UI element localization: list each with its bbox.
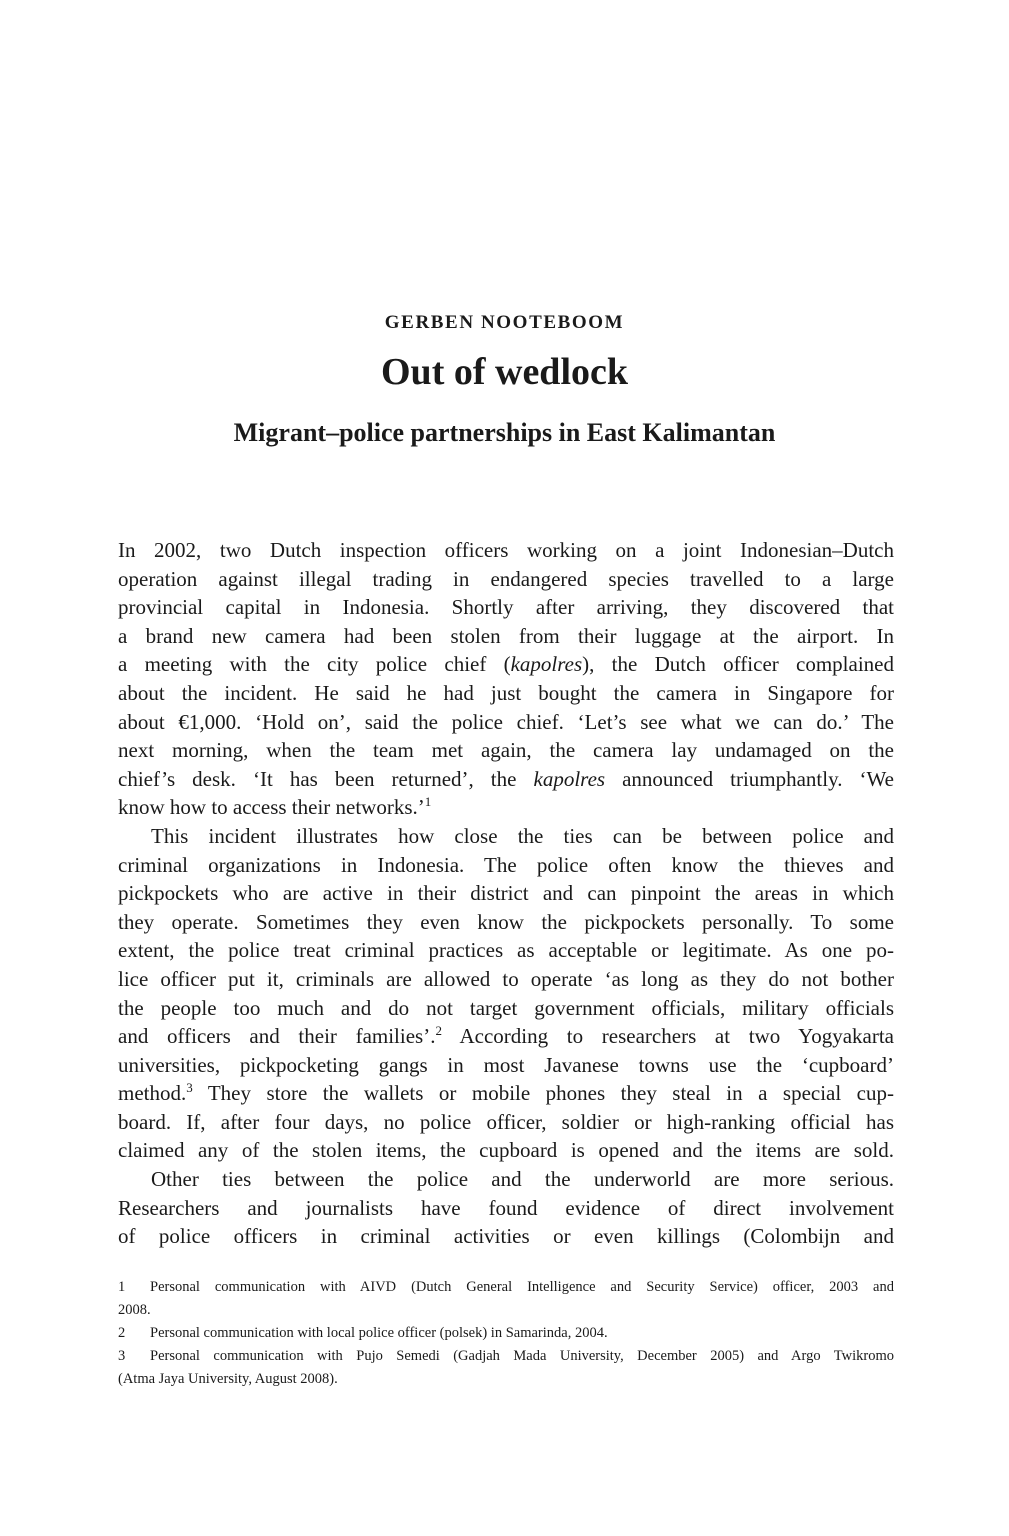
text-line: about the incident. He said he had just bought the camera in Singapore for: [118, 680, 894, 705]
text-run: know how to access their networks.’: [118, 795, 425, 820]
text-line: [118, 765, 894, 794]
italic-term: kapolres: [533, 766, 606, 791]
footnote-number: 2: [118, 1325, 126, 1341]
text-line: Researchers and journalists have found evidence of direct involvement: [118, 1195, 894, 1220]
text-run: According to researchers at two Yogyakarta: [441, 1024, 894, 1049]
text-run: chief’s desk. ‘It has been returned’, the: [118, 766, 534, 791]
footnote-1: [118, 1276, 894, 1322]
text-line: they operate. Sometimes they even know the pickpockets personally. To some: [118, 909, 894, 934]
text-line: of police officers in criminal activities or even killings (Colombijn and: [118, 1224, 894, 1249]
text-run: and officers and their families’.: [118, 1024, 436, 1049]
footnote-line: 2008.: [118, 1302, 151, 1318]
footnote-number: 3: [118, 1348, 126, 1364]
text-line: provincial capital in Indonesia. Shortly after arriving, they discovered that: [118, 595, 894, 620]
footnote-text: Personal communication with local police officer (polsek) in Samarinda, 2004.: [150, 1325, 608, 1341]
text-line: criminal organizations in Indonesia. The police often know the thieves and: [118, 852, 894, 877]
text-line: Other ties between the police and the underworld are more serious.: [151, 1167, 894, 1192]
text-line: next morning, when the team met again, the camera lay undamaged on the: [118, 738, 894, 763]
footnote-line: [118, 1345, 894, 1368]
text-run: ), the Dutch officer complained: [582, 652, 894, 677]
text-line: claimed any of the stolen items, the cupboard is opened and the items are sold.: [118, 1138, 894, 1163]
text-line: [118, 650, 894, 679]
paragraph-1: [118, 536, 894, 822]
text-line: a brand new camera had been stolen from their luggage at the airport. In: [118, 623, 894, 648]
footnotes: [118, 1276, 894, 1391]
text-line: operation against illegal trading in endangered species travelled to a large: [118, 566, 894, 591]
chapter-author: GERBEN NOOTEBOOM: [384, 312, 625, 333]
text-run: announced triumphantly. ‘We: [605, 766, 894, 791]
chapter-title: Out of wedlock: [381, 351, 628, 393]
footnote-text: Personal communication with AIVD (Dutch General Intelligence and Security Service) officer, 2003 and: [150, 1279, 894, 1295]
footnote-2: [118, 1322, 894, 1345]
italic-term: kapolres: [510, 652, 583, 677]
footnote-ref[interactable]: 1: [424, 794, 432, 810]
text-line: universities, pickpocketing gangs in most Javanese towns use the ‘cupboard’: [118, 1052, 894, 1077]
footnote-ref[interactable]: 3: [186, 1080, 193, 1096]
chapter-subtitle: Migrant–police partnerships in East Kalimantan: [233, 418, 776, 447]
text-line: [118, 1079, 894, 1108]
footnote-line: (Atma Jaya University, August 2008).: [118, 1371, 338, 1387]
text-line: lice officer put it, criminals are allowed to operate ‘as long as they do not bother: [118, 966, 894, 991]
text-line: This incident illustrates how close the ties can be between police and: [151, 823, 894, 848]
footnote-line: [118, 1276, 894, 1299]
text-run: They store the wallets or mobile phones they steal in a special cup-: [192, 1081, 894, 1106]
text-line: pickpockets who are active in their district and can pinpoint the areas in which: [118, 881, 894, 906]
footnote-3: [118, 1345, 894, 1391]
text-run: a meeting with the city police chief (: [118, 652, 511, 677]
text-run: method.: [118, 1081, 187, 1106]
paragraph-3: [118, 1165, 894, 1251]
text-line: In 2002, two Dutch inspection officers working on a joint Indonesian–Dutch: [118, 538, 894, 562]
text-line: extent, the police treat criminal practices as acceptable or legitimate. As one po-: [118, 938, 894, 963]
footnote-ref[interactable]: 2: [435, 1023, 442, 1039]
text-line: [118, 1022, 894, 1051]
text-line: the people too much and do not target government officials, military officials: [118, 995, 894, 1020]
body-text: [118, 536, 894, 1251]
footnote-text: Personal communication with Pujo Semedi (Gadjah Mada University, December 2005) and Argo Twikromo: [150, 1348, 894, 1364]
text-line: about €1,000. ‘Hold on’, said the police chief. ‘Let’s see what we can do.’ The: [118, 709, 894, 734]
text-line: [118, 793, 894, 822]
footnote-number: 1: [118, 1279, 126, 1295]
footnote-line: [118, 1322, 894, 1345]
text-line: board. If, after four days, no police officer, soldier or high-ranking official has: [118, 1109, 894, 1134]
paragraph-2: [118, 822, 894, 1165]
